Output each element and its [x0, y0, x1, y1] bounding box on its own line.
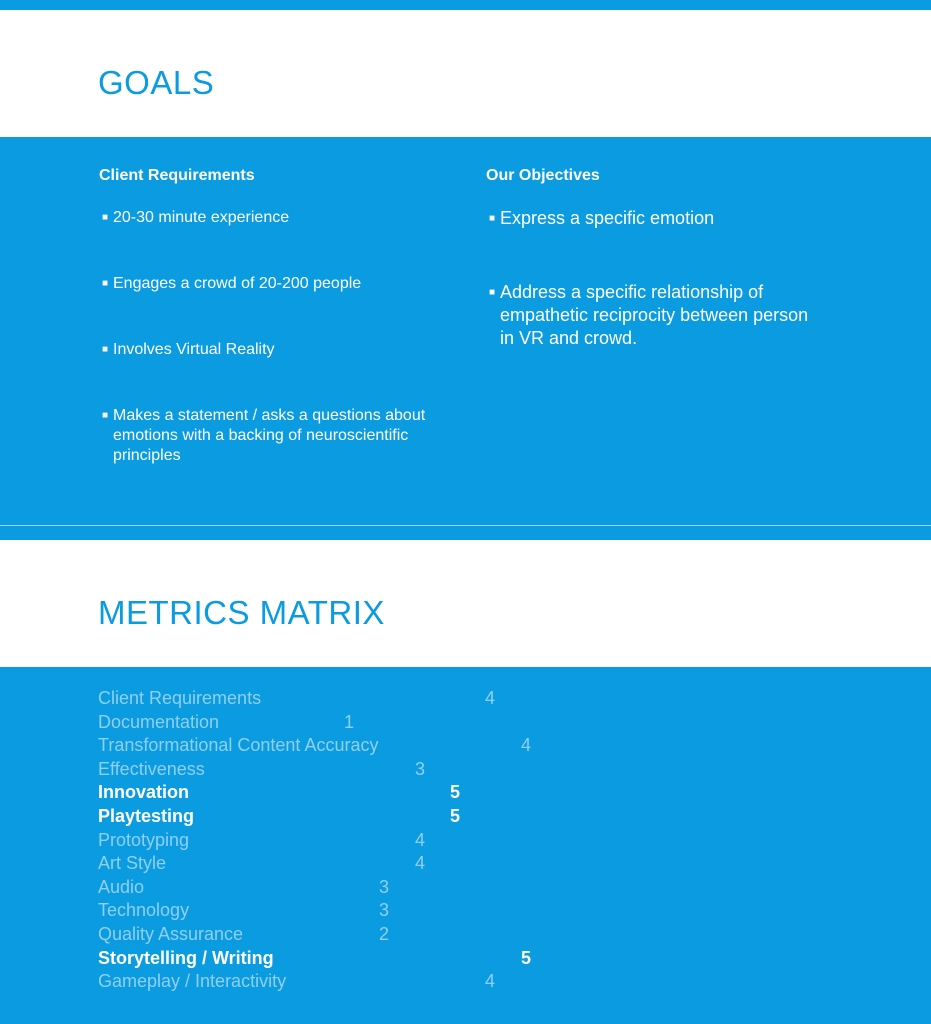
square-bullet-icon: ■ [102, 278, 109, 289]
metric-row: Transformational Content Accuracy 4 [98, 734, 698, 758]
metric-row: Gameplay / Interactivity 4 [98, 970, 698, 994]
list-item: ■ Express a specific emotion [489, 208, 715, 228]
square-bullet-icon: ■ [102, 212, 109, 223]
list-item: ■ Engages a crowd of 20-200 people [102, 275, 362, 292]
metric-row: Innovation 5 [98, 781, 698, 805]
metric-score: 4 [415, 829, 426, 850]
metric-row: Art Style 4 [98, 852, 698, 876]
list-item: ■ Address a specific relationship of empathetic reciprocity between person in VR and crowd. [489, 282, 809, 348]
list-item: ■ Involves Virtual Reality [102, 341, 275, 358]
metric-score: 3 [415, 758, 426, 779]
metrics-list [98, 687, 698, 994]
our-objectives-column [486, 166, 816, 348]
metric-score: 5 [521, 947, 532, 968]
metric-row: Technology 3 [98, 899, 698, 923]
square-bullet-icon: ■ [489, 287, 496, 298]
metric-row: Audio 3 [98, 876, 698, 900]
metric-row: Client Requirements 4 [98, 687, 698, 711]
client-requirements-heading: Client Requirements [99, 167, 255, 184]
metric-score: 3 [379, 900, 390, 921]
metric-row: Storytelling / Writing 5 [98, 947, 698, 971]
square-bullet-icon: ■ [489, 213, 496, 224]
metric-score: 3 [379, 876, 390, 897]
metric-score: 4 [415, 853, 426, 874]
square-bullet-icon: ■ [102, 344, 109, 355]
metric-row: Documentation 1 [98, 711, 698, 735]
metric-score: 4 [521, 735, 532, 756]
list-item: ■ Makes a statement / asks a questions about emotions with a backing of neuroscientific principles [102, 407, 426, 464]
client-requirements-column [99, 166, 429, 464]
metric-row: Playtesting 5 [98, 805, 698, 829]
metric-score: 5 [450, 782, 461, 803]
our-objectives-heading: Our Objectives [486, 167, 600, 184]
metric-row: Effectiveness 3 [98, 758, 698, 782]
square-bullet-icon: ■ [102, 410, 109, 421]
metric-row: Quality Assurance 2 [98, 923, 698, 947]
metrics-matrix-title: METRICS MATRIX [98, 594, 385, 631]
list-item: ■ 20-30 minute experience [102, 209, 290, 226]
metric-score: 4 [485, 688, 496, 708]
metric-score: 1 [344, 711, 355, 732]
metric-row: Prototyping 4 [98, 829, 698, 853]
metric-score: 2 [379, 923, 390, 944]
metric-score: 4 [485, 971, 496, 992]
goals-title: GOALS [98, 64, 215, 101]
top-accent-bar [0, 0, 931, 10]
goals-band-footer [0, 526, 931, 540]
metric-score: 5 [450, 805, 461, 826]
